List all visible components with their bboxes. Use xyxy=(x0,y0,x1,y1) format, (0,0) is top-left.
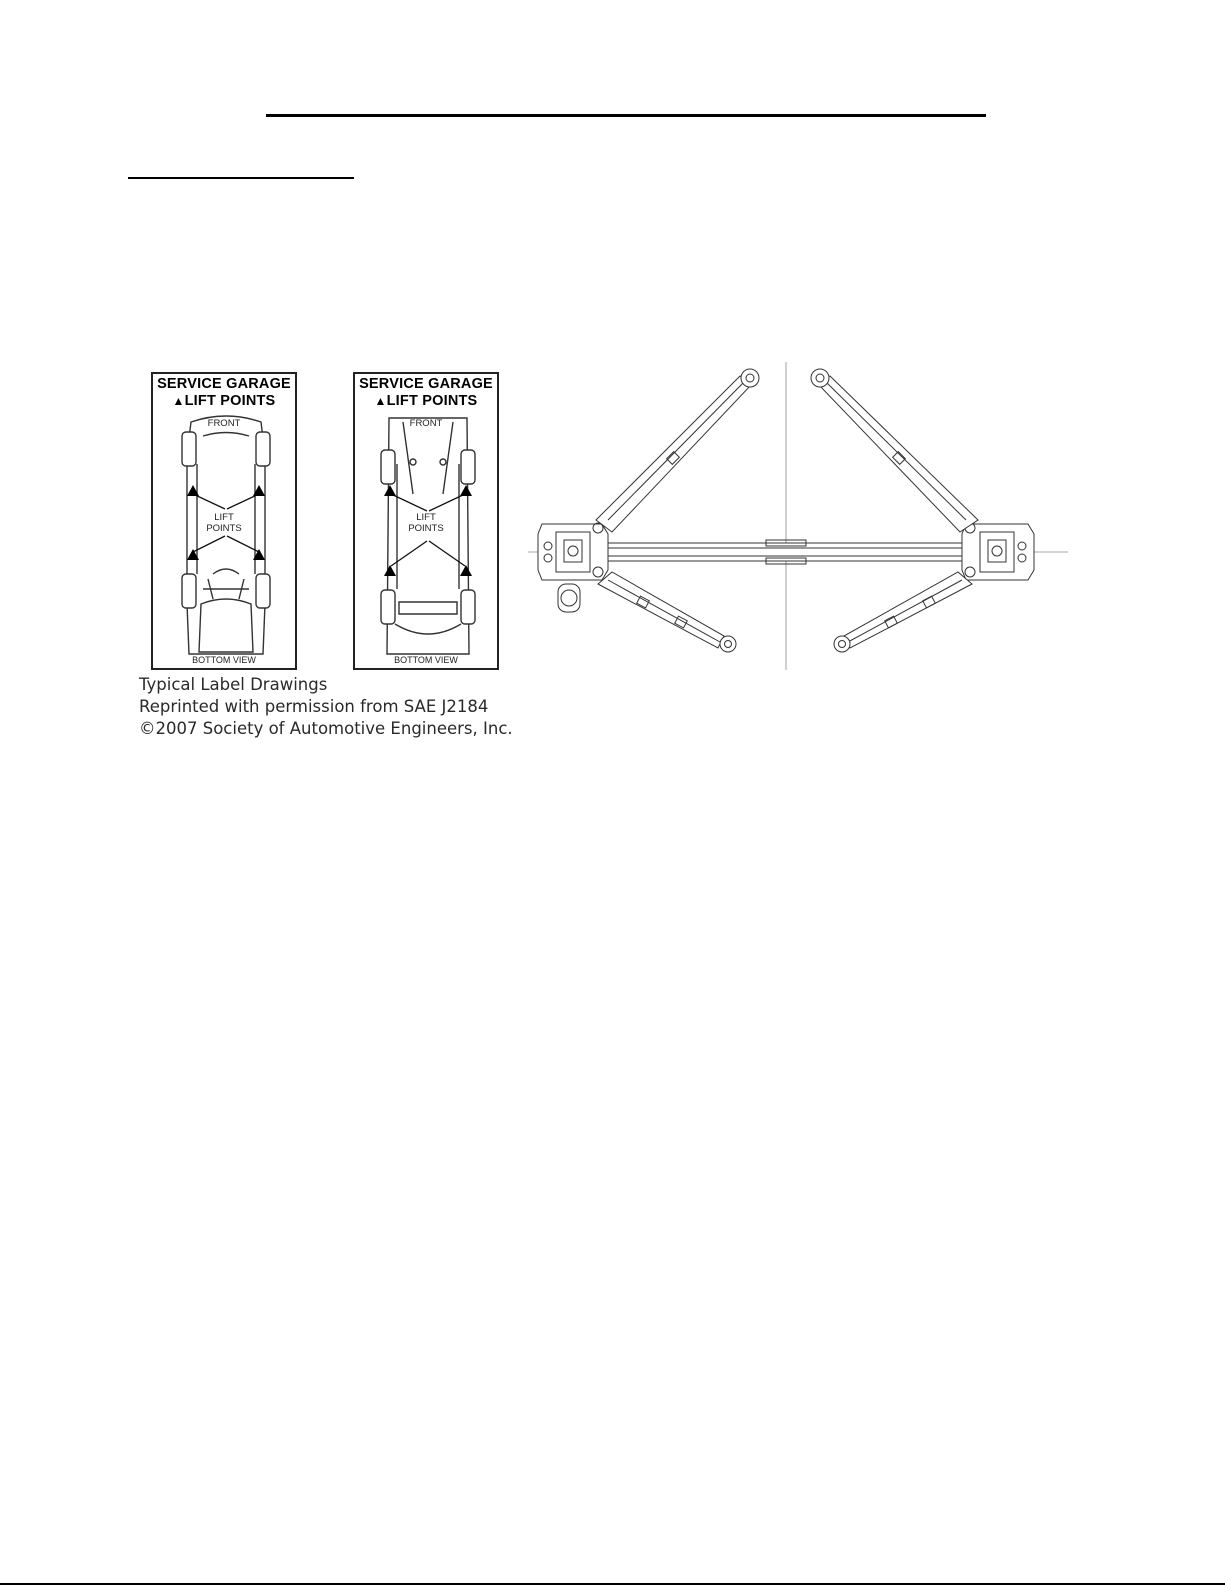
front-label: FRONT xyxy=(207,418,241,429)
caption-line-2: Reprinted with permission from SAE J2184 xyxy=(139,697,489,716)
label-heading xyxy=(355,376,497,410)
label-heading xyxy=(153,376,295,410)
label-heading-line1: SERVICE GARAGE xyxy=(157,376,291,392)
bottom-view-label: BOTTOM VIEW xyxy=(192,655,256,665)
lift-point-triangle-icon: ▲ xyxy=(172,394,185,408)
two-post-lift-top-view-drawing xyxy=(528,362,1068,674)
figure-caption xyxy=(139,674,513,740)
label-heading-line2: LIFT POINTS xyxy=(184,393,276,409)
section-heading-rule xyxy=(128,177,354,179)
lift-point-triangle-icon: ▲ xyxy=(374,394,387,408)
label-heading-line1: SERVICE GARAGE xyxy=(359,376,493,392)
lift-points-label: LIFT POINTS xyxy=(408,512,444,534)
front-label: FRONT xyxy=(409,418,443,429)
lift-points-label: LIFT POINTS xyxy=(206,512,242,534)
label-drawing-car xyxy=(151,372,297,670)
header-rule xyxy=(266,114,986,117)
label-heading-line2: LIFT POINTS xyxy=(386,393,478,409)
caption-line-3: ©2007 Society of Automotive Engineers, Inc. xyxy=(139,719,513,738)
label-drawing-truck xyxy=(353,372,499,670)
bottom-view-label: BOTTOM VIEW xyxy=(394,655,458,665)
caption-line-1: Typical Label Drawings xyxy=(139,675,328,694)
